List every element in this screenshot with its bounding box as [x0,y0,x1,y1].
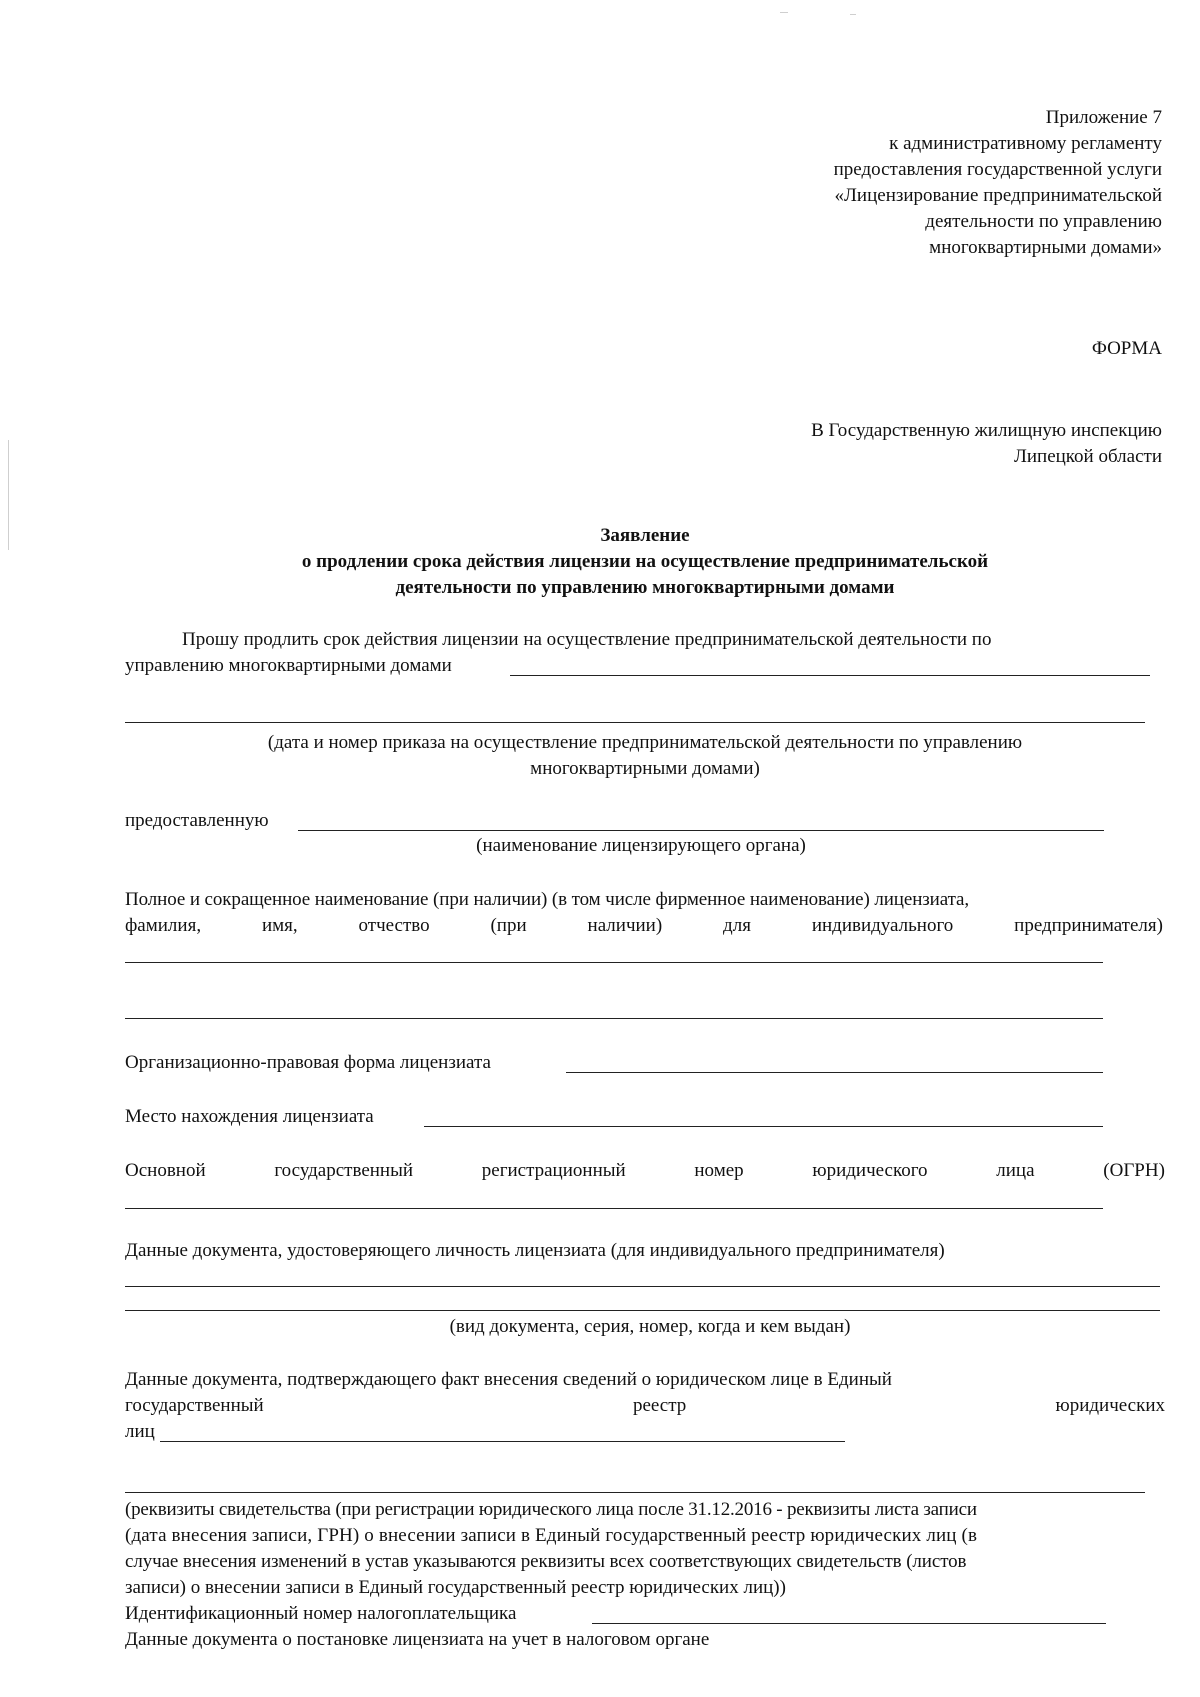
word: предпринимателя) [1014,915,1163,936]
ogrn-field-line[interactable] [125,1208,1103,1209]
granted-field-line[interactable] [298,830,1104,831]
appendix-line: предоставления государственной услуги [833,159,1162,180]
identity-label: Данные документа, удостоверяющего личность лицензиата (для индивидуального предпринимателя) [125,1240,945,1261]
egrul-field-line-2[interactable] [125,1492,1145,1493]
word: Основной [125,1160,206,1181]
word: отчество [358,915,430,936]
title-line: Заявление [600,525,690,546]
certificate-hint-line: случае внесения изменений в устав указываются реквизиты всех соответствующих свидетельств (листов [125,1551,967,1572]
tax-doc-label: Данные документа о постановке лицензиата на учет в налоговом органе [125,1629,710,1650]
word: (при [490,915,527,936]
egrul-line-1: Данные документа, подтверждающего факт внесения сведений о юридическом лице в Единый [125,1369,892,1390]
egrul-line-3: лиц [125,1421,155,1442]
ogrn-line [125,1158,1165,1184]
scan-mark [850,14,856,15]
full-name-field-line-2[interactable] [125,1018,1103,1019]
request-line-2: управлению многоквартирными домами [125,655,452,676]
license-field-line[interactable] [510,675,1150,676]
word: фамилия, [125,915,202,936]
identity-field-line-2[interactable] [125,1310,1160,1311]
appendix-line: Приложение 7 [1045,107,1162,128]
location-field-line[interactable] [424,1126,1103,1127]
word: индивидуального [811,915,954,936]
scan-mark [8,440,9,550]
word: юридического [812,1160,928,1181]
license-field-line-2[interactable] [125,722,1145,723]
word: лица [996,1160,1035,1181]
addressee-line: В Государственную жилищную инспекцию [811,420,1162,441]
title-line: деятельности по управлению многоквартирными домами [395,577,895,598]
certificate-hint [125,1497,1165,1601]
appendix-line: многоквартирными домами» [929,237,1162,258]
scan-mark [780,12,788,13]
word: государственный [125,1395,264,1416]
full-name-field-line-1[interactable] [125,962,1103,963]
appendix-line: деятельности по управлению [925,211,1162,232]
word: регистрационный [481,1160,626,1181]
egrul-line-2 [125,1393,1165,1419]
word: наличии) [587,915,663,936]
certificate-hint-line: (реквизиты свидетельства (при регистрации юридического лица после 31.12.2016 - реквизиты листа записи [125,1499,977,1520]
location-label: Место нахождения лицензиата [125,1106,374,1127]
certificate-hint-line: записи) о внесении записи в Единый государственный реестр юридических лиц)) [125,1577,786,1598]
granted-label: предоставленную [125,810,269,831]
full-name-line-1: Полное и сокращенное наименование (при наличии) (в том числе фирменное наименование) лицензиата, [125,889,970,910]
certificate-hint-line: (дата внесения записи, ГРН) о внесении записи в Единый государственный реестр юридических лиц (в [125,1525,978,1546]
word: реестр [632,1395,687,1416]
addressee [562,418,1162,470]
word: номер [694,1160,744,1181]
identity-hint: (вид документа, серия, номер, когда и кем выдан) [449,1316,851,1337]
request-line-1: Прошу продлить срок действия лицензии на осуществление предпринимательской деятельности по [182,629,992,650]
egrul-field-line[interactable] [160,1441,845,1442]
full-name-line-2 [125,913,1163,939]
form-label: ФОРМА [1091,338,1162,359]
order-hint [125,730,1165,782]
word: для [723,915,751,936]
document-title [125,523,1165,601]
legal-form-field-line[interactable] [566,1072,1103,1073]
appendix-block [562,105,1162,261]
addressee-line: Липецкой области [1013,446,1162,467]
granted-hint: (наименование лицензирующего органа) [476,835,806,856]
appendix-line: «Лицензирование предпринимательской [834,185,1162,206]
word: государственный [274,1160,414,1181]
word: (ОГРН) [1103,1160,1165,1181]
inn-field-line[interactable] [592,1623,1106,1624]
word: юридических [1055,1395,1165,1416]
inn-label: Идентификационный номер налогоплательщика [125,1603,517,1624]
appendix-line: к административному регламенту [889,133,1162,154]
legal-form-label: Организационно-правовая форма лицензиата [125,1052,491,1073]
word: имя, [261,915,298,936]
identity-field-line-1[interactable] [125,1286,1160,1287]
order-hint-line: (дата и номер приказа на осуществление предпринимательской деятельности по управлению [267,732,1023,753]
title-line: о продлении срока действия лицензии на осуществление предпринимательской [301,551,989,572]
order-hint-line: многоквартирными домами) [530,758,760,779]
